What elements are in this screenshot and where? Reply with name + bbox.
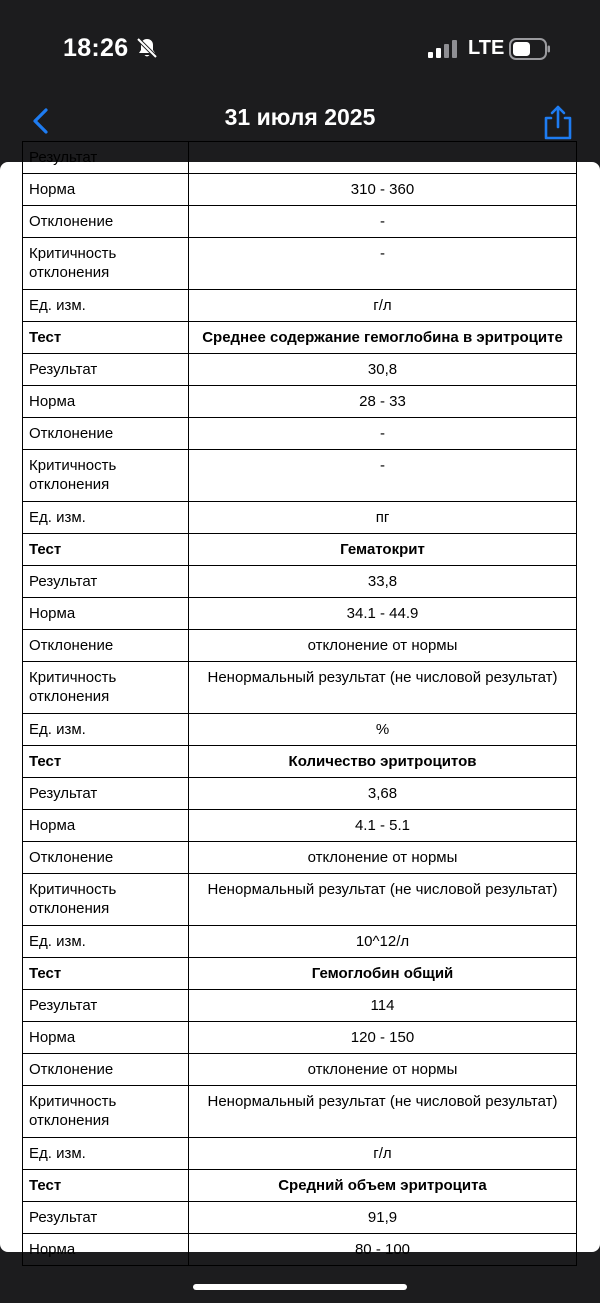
row-label: Отклонение: [23, 1054, 189, 1086]
table-row: [23, 874, 577, 926]
table-row: [23, 450, 577, 502]
row-label: Норма: [23, 1234, 189, 1266]
row-value: 30,8: [189, 354, 577, 386]
row-value: 114: [189, 990, 577, 1022]
row-value: 10^12/л: [189, 926, 577, 958]
row-value: Гемоглобин общий: [189, 958, 577, 990]
row-label: Норма: [23, 598, 189, 630]
row-label: Результат: [23, 1202, 189, 1234]
row-value: [189, 142, 577, 174]
row-label: Тест: [23, 746, 189, 778]
row-label: Критичность отклонения: [23, 662, 189, 714]
row-value: -: [189, 450, 577, 502]
row-value: 310 - 360: [189, 174, 577, 206]
table-row: [23, 714, 577, 746]
row-value: пг: [189, 502, 577, 534]
home-indicator[interactable]: [193, 1284, 407, 1290]
table-row: [23, 990, 577, 1022]
row-label: Норма: [23, 174, 189, 206]
row-value: Ненормальный результат (не числовой результат): [189, 1086, 577, 1138]
page-title: 31 июля 2025: [224, 104, 376, 130]
table-row: [23, 598, 577, 630]
row-label: Результат: [23, 354, 189, 386]
row-label: Отклонение: [23, 418, 189, 450]
row-value: 4.1 - 5.1: [189, 810, 577, 842]
table-row: [23, 1138, 577, 1170]
row-value: 120 - 150: [189, 1022, 577, 1054]
row-label: Отклонение: [23, 630, 189, 662]
row-label: Норма: [23, 1022, 189, 1054]
row-label: Результат: [23, 566, 189, 598]
row-label: Ед. изм.: [23, 926, 189, 958]
row-label: Критичность отклонения: [23, 874, 189, 926]
row-label: Тест: [23, 322, 189, 354]
row-label: Результат: [23, 990, 189, 1022]
bell-muted-icon: [136, 37, 158, 64]
row-value: %: [189, 714, 577, 746]
row-label: Тест: [23, 958, 189, 990]
row-value: Средний объем эритроцита: [189, 1170, 577, 1202]
row-label: Ед. изм.: [23, 1138, 189, 1170]
table-row: [23, 1086, 577, 1138]
share-icon[interactable]: [540, 98, 576, 142]
row-label: Тест: [23, 1170, 189, 1202]
table-row: [23, 354, 577, 386]
row-value: Количество эритроцитов: [189, 746, 577, 778]
row-value: 3,68: [189, 778, 577, 810]
row-label: Отклонение: [23, 842, 189, 874]
row-label: Отклонение: [23, 206, 189, 238]
row-label: Ед. изм.: [23, 502, 189, 534]
row-label: Норма: [23, 810, 189, 842]
table-row: [23, 1234, 577, 1266]
row-value: г/л: [189, 290, 577, 322]
row-label: Критичность отклонения: [23, 450, 189, 502]
table-row: [23, 630, 577, 662]
network-type: LTE: [468, 37, 505, 59]
row-label: Результат: [23, 142, 189, 174]
row-value: 28 - 33: [189, 386, 577, 418]
row-value: -: [189, 418, 577, 450]
row-value: -: [189, 238, 577, 290]
row-label: Критичность отклонения: [23, 1086, 189, 1138]
row-value: отклонение от нормы: [189, 842, 577, 874]
table-row: [23, 322, 577, 354]
row-value: -: [189, 206, 577, 238]
row-value: Гематокрит: [189, 534, 577, 566]
status-bar: [0, 0, 600, 90]
row-value: отклонение от нормы: [189, 630, 577, 662]
status-time: 18:26: [63, 34, 129, 62]
table-row: [23, 810, 577, 842]
table-row: [23, 746, 577, 778]
table-row: [23, 958, 577, 990]
row-value: 91,9: [189, 1202, 577, 1234]
row-label: Норма: [23, 386, 189, 418]
row-value: 80 - 100: [189, 1234, 577, 1266]
table-row: [23, 662, 577, 714]
table-row: [23, 566, 577, 598]
row-label: Ед. изм.: [23, 290, 189, 322]
row-label: Ед. изм.: [23, 714, 189, 746]
row-value: Среднее содержание гемоглобина в эритроците: [189, 322, 577, 354]
table-row: [23, 142, 577, 174]
table-row: [23, 1202, 577, 1234]
document-sheet[interactable]: [0, 149, 600, 1258]
table-row: [23, 534, 577, 566]
row-value: 34.1 - 44.9: [189, 598, 577, 630]
row-value: г/л: [189, 1138, 577, 1170]
row-label: Критичность отклонения: [23, 238, 189, 290]
cellular-signal-icon: [428, 40, 458, 63]
table-row: [23, 1054, 577, 1086]
table-row: [23, 238, 577, 290]
row-value: Ненормальный результат (не числовой результат): [189, 662, 577, 714]
table-row: [23, 1022, 577, 1054]
battery-icon: [509, 38, 551, 65]
row-label: Тест: [23, 534, 189, 566]
table-row: [23, 842, 577, 874]
table-row: [23, 1170, 577, 1202]
results-table: [22, 141, 577, 1266]
table-row: [23, 926, 577, 958]
row-label: Результат: [23, 778, 189, 810]
table-row: [23, 778, 577, 810]
table-row: [23, 502, 577, 534]
row-value: Ненормальный результат (не числовой результат): [189, 874, 577, 926]
table-row: [23, 290, 577, 322]
row-value: отклонение от нормы: [189, 1054, 577, 1086]
table-row: [23, 174, 577, 206]
table-row: [23, 206, 577, 238]
table-row: [23, 418, 577, 450]
table-row: [23, 386, 577, 418]
row-value: 33,8: [189, 566, 577, 598]
